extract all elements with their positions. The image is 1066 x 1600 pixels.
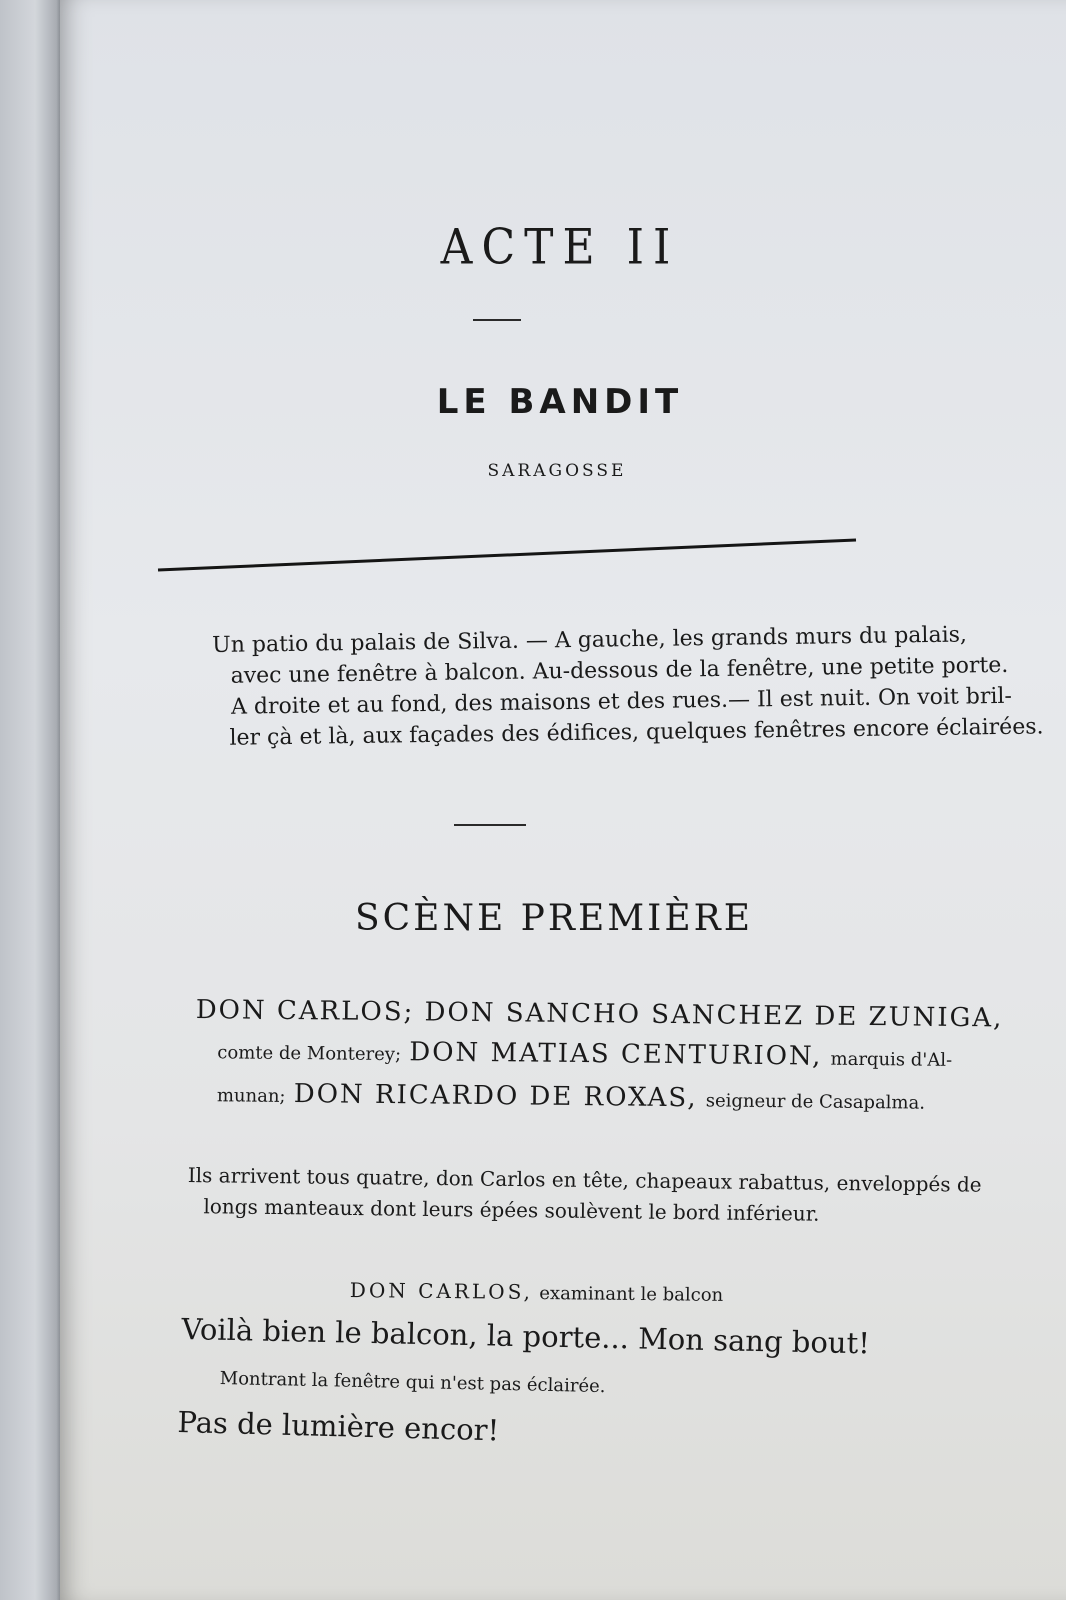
speaker-direction: examinant le balcon xyxy=(539,1282,724,1306)
character-title: munan; xyxy=(216,1085,286,1107)
speaker-name: DON CARLOS, xyxy=(349,1278,534,1304)
act-title: ACTE II xyxy=(440,219,680,276)
character-title: comte de Monterey; xyxy=(217,1042,402,1066)
character-title: marquis d'Al- xyxy=(830,1048,953,1071)
setting-line: ler çà et là, aux façades des édifices, quelques fenêtres encore éclairées. xyxy=(229,714,1044,751)
stage-direction-line: Ils arrivent tous quatre, don Carlos en tête, chapeaux rabattus, enveloppés de xyxy=(187,1162,982,1197)
setting-line: avec une fenêtre à balcon. Au-dessous de la fenêtre, une petite porte. xyxy=(230,652,1009,689)
title-separator xyxy=(473,319,521,321)
page-edge xyxy=(0,0,64,1600)
character-line xyxy=(195,1073,955,1124)
verse-line: Voilà bien le balcon, la porte... Mon sang bout! xyxy=(181,1312,871,1361)
setting-line: A droite et au fond, des maisons et des rues.— Il est nuit. On voit bril- xyxy=(230,683,1013,720)
section-rule xyxy=(156,532,868,574)
scene-title: SCÈNE PREMIÈRE xyxy=(354,898,754,939)
character-line: DON CARLOS; DON SANCHO SANCHEZ DE ZUNIGA, xyxy=(195,994,1004,1034)
verse-line: Pas de lumière encor! xyxy=(177,1405,500,1448)
stage-direction-line: longs manteaux dont leurs épées soulèvent le bord inférieur. xyxy=(203,1194,820,1226)
setting-line: Un patio du palais de Silva. — A gauche, les grands murs du palais, xyxy=(212,622,968,658)
stage-direction xyxy=(187,1160,981,1232)
setting-description xyxy=(212,620,1044,754)
speaker-heading xyxy=(350,1278,724,1306)
character-name: DON RICARDO DE ROXAS, xyxy=(293,1079,698,1114)
character-list xyxy=(195,990,1004,1124)
scene-separator xyxy=(454,824,526,826)
book-page xyxy=(60,0,1066,1600)
character-title: seigneur de Casapalma. xyxy=(705,1090,926,1114)
character-name: DON MATIAS CENTURION, xyxy=(409,1037,823,1072)
stage-direction-inline: Montrant la fenêtre qui n'est pas éclairée. xyxy=(219,1368,606,1398)
act-subtitle: LE BANDIT xyxy=(436,382,684,422)
act-place: SARAGOSSE xyxy=(487,461,627,481)
